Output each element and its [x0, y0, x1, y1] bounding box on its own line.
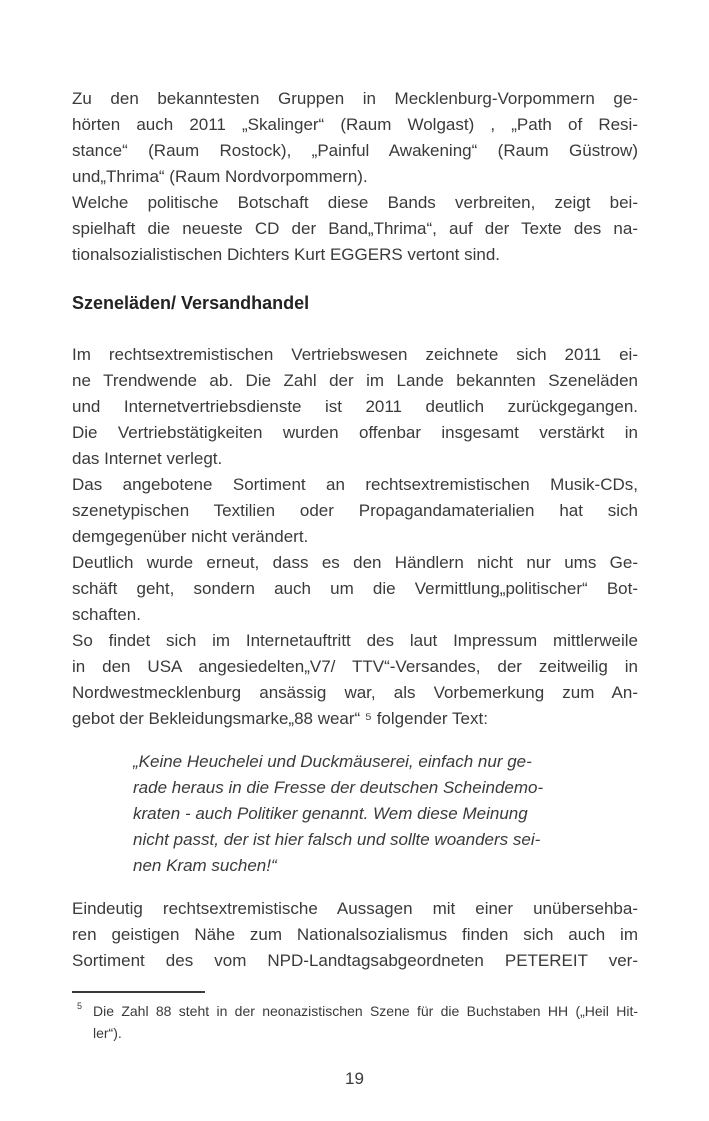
text-line: So findet sich im Internetauftritt des laut Impressum mittlerweile [72, 631, 638, 650]
footnote-marker: 5 [77, 1001, 83, 1011]
text-line: das Internet verlegt. [72, 449, 223, 468]
paragraph-bands [72, 86, 638, 190]
paragraph-botschaft [72, 190, 638, 268]
text-line: in den USA angesiedelten„V7/ TTV“-Versandes, der zeitweilig in [72, 657, 638, 676]
text-line: Eindeutig rechtsextremistische Aussagen mit einer unübersehba- [72, 899, 638, 918]
text-line: Nordwestmecklenburg ansässig war, als Vorbemerkung zum An- [72, 683, 638, 702]
text-line: ler“). [93, 1025, 122, 1041]
paragraph-versand [72, 628, 638, 732]
text-line: szenetypischen Textilien oder Propagandamaterialien hat sich [72, 501, 638, 520]
block-quote [133, 749, 638, 879]
text-line: und„Thrima“ (Raum Nordvorpommern). [72, 167, 368, 186]
text-line: Die Zahl 88 steht in der neonazistischen Szene für die Buchstaben HH („Heil Hit- [93, 1003, 638, 1019]
paragraph-haendler [72, 550, 638, 628]
text-line: schaften. [72, 605, 141, 624]
text-line: Das angebotene Sortiment an rechtsextremistischen Musik-CDs, [72, 475, 638, 494]
text-line: Sortiment des vom NPD-Landtagsabgeordneten PETEREIT ver- [72, 951, 638, 970]
page-number: 19 [345, 1069, 364, 1088]
footnote-separator [72, 991, 205, 993]
text-line: hörten auch 2011 „Skalinger“ (Raum Wolgast) , „Path of Resi- [72, 115, 638, 134]
paragraph-sortiment [72, 472, 638, 550]
text-line: gebot der Bekleidungsmarke„88 wear“ ⁵ folgender Text: [72, 709, 488, 728]
section-heading: Szeneläden/ Versandhandel [72, 293, 310, 313]
footnote-text [93, 1000, 638, 1044]
text-line: Die Vertriebstätigkeiten wurden offenbar insgesamt verstärkt in [72, 423, 638, 442]
text-line: spielhaft die neueste CD der Band„Thrima“, auf der Texte des na- [72, 219, 638, 238]
footnote [72, 1000, 638, 1044]
text-line: nen Kram suchen!“ [133, 856, 277, 875]
text-line: nicht passt, der ist hier falsch und sollte woanders sei- [133, 830, 541, 849]
text-line: demgegenüber nicht verändert. [72, 527, 309, 546]
paragraph-aussagen [72, 896, 638, 974]
text-line: Deutlich wurde erneut, dass es den Händlern nicht nur ums Ge- [72, 553, 638, 572]
text-line: ne Trendwende ab. Die Zahl der im Lande bekannten Szeneläden [72, 371, 638, 390]
text-line: rade heraus in die Fresse der deutschen Scheindemo- [133, 778, 544, 797]
text-line: ren geistigen Nähe zum Nationalsozialismus finden sich auch im [72, 925, 638, 944]
text-line: schäft geht, sondern auch um die Vermittlung„politischer“ Bot- [72, 579, 638, 598]
text-line: stance“ (Raum Rostock), „Painful Awakening“ (Raum Güstrow) [72, 141, 638, 160]
text-line: kraten - auch Politiker genannt. Wem diese Meinung [133, 804, 528, 823]
text-line: tionalsozialistischen Dichters Kurt EGGERS vertont sind. [72, 245, 501, 264]
text-line: und Internetvertriebsdienste ist 2011 deutlich zurückgegangen. [72, 397, 638, 416]
text-line: „Keine Heuchelei und Duckmäuserei, einfach nur ge- [133, 752, 532, 771]
text-line: Zu den bekanntesten Gruppen in Mecklenburg-Vorpommern ge- [72, 89, 638, 108]
text-line: Welche politische Botschaft diese Bands verbreiten, zeigt bei- [72, 193, 638, 212]
paragraph-trendwende [72, 342, 638, 472]
text-line: Im rechtsextremistischen Vertriebswesen zeichnete sich 2011 ei- [72, 345, 638, 364]
page-body [72, 86, 638, 974]
footnote-area [72, 991, 638, 1044]
